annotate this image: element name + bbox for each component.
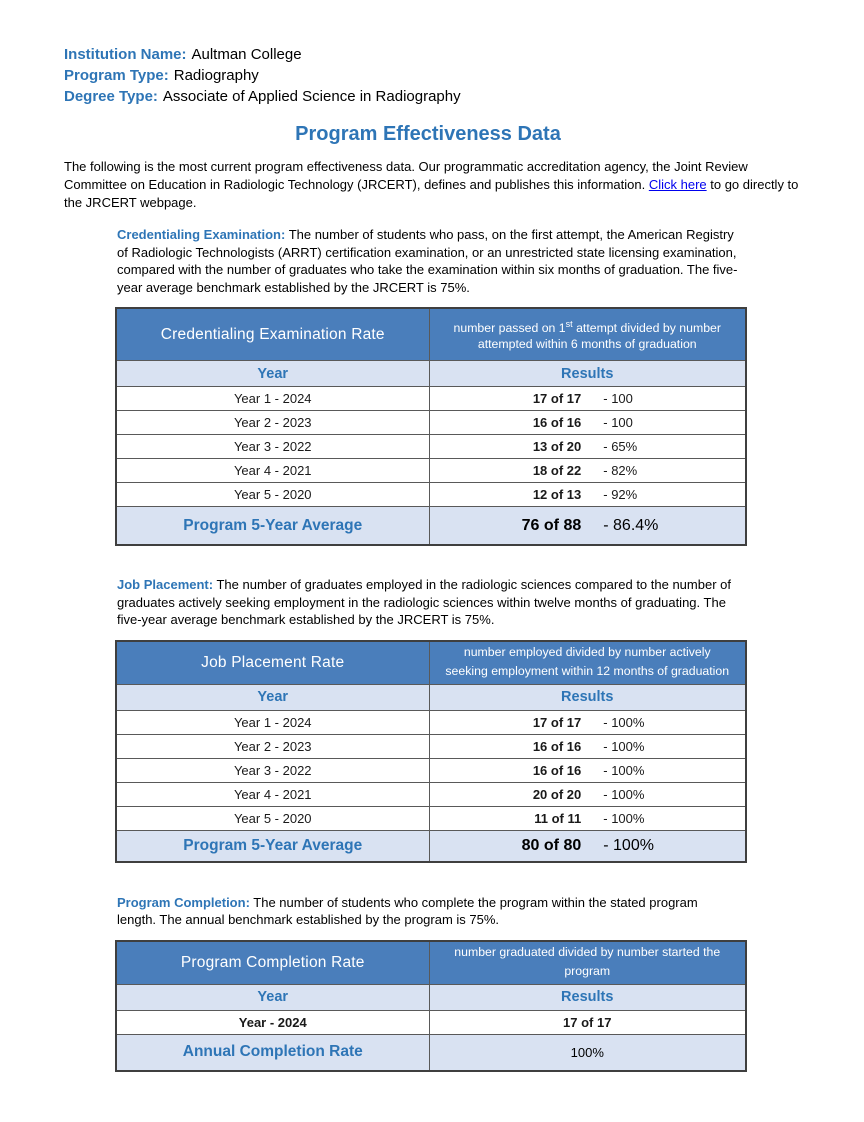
year-cell: Year 2 - 2023 [116,734,429,758]
table-title-cell: Job Placement Rate [116,641,429,685]
year-header-cell: Year [116,361,429,387]
institution-name-row [64,44,804,65]
year-cell: Year 1 - 2024 [116,387,429,411]
result-cell [429,710,746,734]
degree-type-label: Degree Type: [64,88,158,105]
program-completion-section [115,894,747,1072]
result-cell [429,387,746,411]
result-rate: - 100% [603,786,645,802]
job-placement-description [117,576,739,629]
program-type-label: Program Type: [64,67,169,84]
summary-row [116,507,746,546]
result-fraction: 17 of 17 [532,714,582,730]
result-rate: - 100% [603,738,645,754]
table-header-row [116,308,746,361]
year-cell: Year 3 - 2022 [116,758,429,782]
table-row [116,387,746,411]
summary-rate: - 86.4% [603,516,659,534]
summary-value-cell: 100% [429,1034,746,1071]
institution-name-label: Institution Name: [64,46,187,63]
table-row [116,1010,746,1034]
result-rate: - 92% [603,487,638,502]
result-rate: - 100 [603,415,633,430]
intro-paragraph [64,158,806,212]
program-completion-table [115,940,747,1072]
result-cell: 17 of 17 [429,1010,746,1034]
year-cell: Year 4 - 2021 [116,782,429,806]
program-meta-block [64,44,804,107]
result-cell [429,806,746,830]
results-header-cell: Results [429,984,746,1010]
result-fraction: 11 of 11 [534,810,582,826]
result-fraction: 16 of 16 [532,762,582,778]
summary-value-cell [429,830,746,862]
program-type-value: Radiography [173,67,259,84]
table-row [116,710,746,734]
formula-superscript: st [565,319,573,330]
result-cell [429,435,746,459]
result-fraction: 13 of 20 [532,439,582,454]
table-row [116,782,746,806]
results-header-cell: Results [429,361,746,387]
year-cell: Year 1 - 2024 [116,710,429,734]
job-placement-table [115,640,747,863]
credentialing-description-text: The number of students who pass, on the first attempt, the American Registry of Radiologic Technologists (ARRT) certification examination, or an unrestricted state licensing examination, compared with the number of graduates who take the examination within six months of graduation. The five-year average benchmark established by the JRCERT is 75%. [117,227,738,295]
summary-rate: - 100% [603,836,654,854]
formula-text: number employed divided by number actively seeking employment within 12 months of graduation [445,645,730,679]
result-cell [429,483,746,507]
table-header-row [116,641,746,685]
result-cell [429,758,746,782]
job-placement-description-text: The number of graduates employed in the radiologic sciences compared to the number of graduates actively seeking employment in the radiologic sciences within twelve months of graduating. The five-year average benchmark established by the JRCERT is 75%. [117,577,731,627]
summary-label-cell: Program 5-Year Average [116,830,429,862]
job-placement-section [115,576,747,863]
result-rate: - 100 [603,391,633,406]
table-title-cell: Credentialing Examination Rate [116,308,429,361]
formula-cell [429,641,746,685]
formula-text-after: attempt divided by number attempted within 6 months of graduation [477,321,721,351]
summary-fraction: 80 of 80 [521,836,582,854]
result-rate: - 82% [603,463,638,478]
summary-fraction: 76 of 88 [521,516,582,534]
program-type-row [64,65,804,86]
results-header-cell: Results [429,684,746,710]
table-row [116,483,746,507]
result-fraction: 12 of 13 [532,487,582,502]
result-cell [429,734,746,758]
program-completion-description-text: The number of students who complete the program within the stated program length. The annual benchmark established by the program is 75%. [117,894,698,927]
result-fraction: 18 of 22 [532,463,582,478]
result-fraction: 16 of 16 [532,738,582,754]
table-row [116,459,746,483]
table-header-row [116,941,746,985]
summary-row [116,830,746,862]
credentialing-description [117,226,739,296]
degree-type-value: Associate of Applied Science in Radiography [162,88,461,105]
program-completion-description [117,894,739,929]
credentialing-examination-table [115,307,747,546]
result-cell [429,459,746,483]
year-header-cell: Year [116,684,429,710]
summary-label-cell: Annual Completion Rate [116,1034,429,1071]
formula-text: number passed on 1 [453,321,566,336]
result-cell [429,782,746,806]
intro-text-before: The following is the most current program effectiveness data. Our programmatic accreditation agency, the Joint Review Committee on Education in Radiologic Technology (JRCERT), defines and publishes this information. [64,159,748,192]
result-fraction: 20 of 20 [532,786,582,802]
summary-value-cell [429,507,746,546]
program-completion-label: Program Completion: [117,894,250,910]
table-row [116,411,746,435]
result-rate: - 100% [603,810,645,826]
result-fraction: 16 of 16 [532,415,582,430]
year-header-cell: Year [116,984,429,1010]
table-row [116,806,746,830]
year-cell: Year 3 - 2022 [116,435,429,459]
result-rate: - 65% [603,439,638,454]
degree-type-row [64,86,804,107]
jrcert-link[interactable]: Click here [648,177,707,192]
credentialing-examination-section [115,226,747,546]
table-title-cell: Program Completion Rate [116,941,429,985]
summary-label-cell: Program 5-Year Average [116,507,429,546]
year-cell: Year 4 - 2021 [116,459,429,483]
year-cell: Year 2 - 2023 [116,411,429,435]
year-cell: Year 5 - 2020 [116,806,429,830]
year-cell: Year - 2024 [116,1010,429,1034]
result-fraction: 17 of 17 [532,391,582,406]
summary-row [116,1034,746,1071]
table-row [116,435,746,459]
table-row [116,758,746,782]
column-header-row [116,684,746,710]
page-title: Program Effectiveness Data [295,123,561,145]
formula-cell [429,941,746,985]
job-placement-label: Job Placement: [117,577,214,592]
column-header-row [116,361,746,387]
year-cell: Year 5 - 2020 [116,483,429,507]
result-cell [429,411,746,435]
formula-text: number graduated divided by number started the program [454,945,721,979]
institution-name-value: Aultman College [191,46,302,63]
formula-cell [429,308,746,361]
result-rate: - 100% [603,714,645,730]
table-row [116,734,746,758]
result-rate: - 100% [603,762,645,778]
column-header-row [116,984,746,1010]
credentialing-label: Credentialing Examination: [117,227,286,242]
intro-text-after: to go directly to the JRCERT webpage. [64,177,799,210]
